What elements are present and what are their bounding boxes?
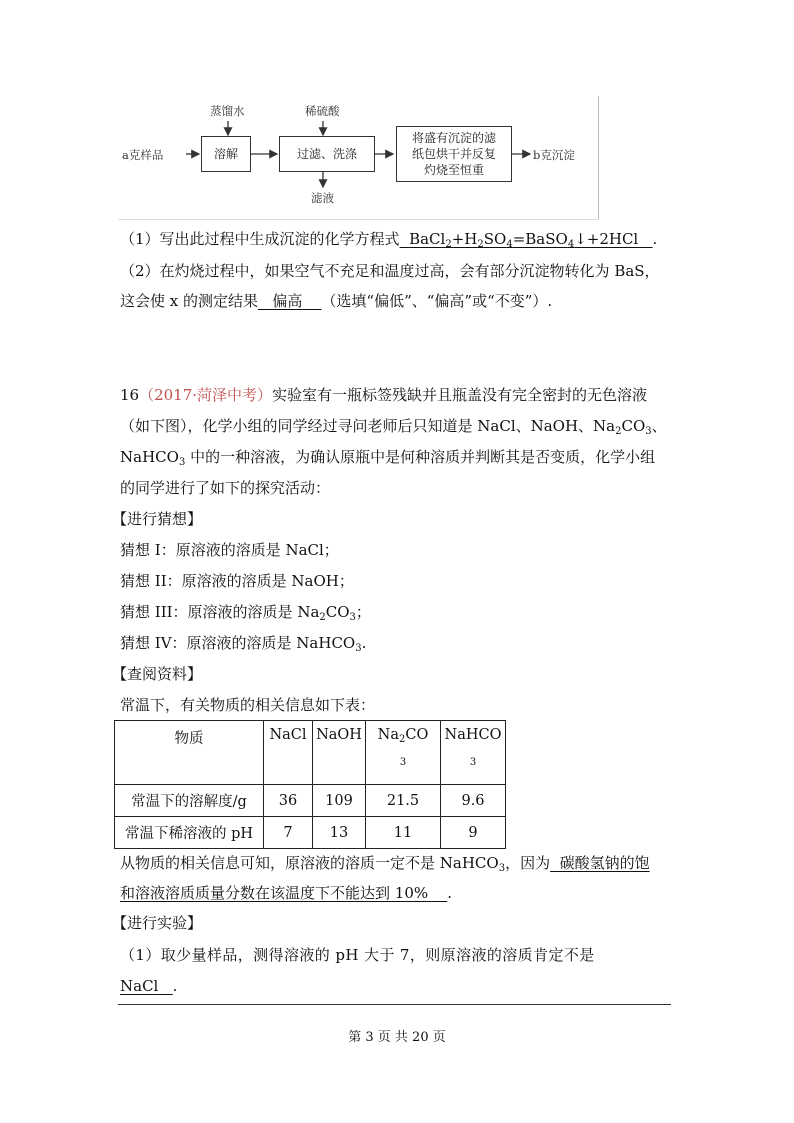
dry-burn-box <box>396 126 512 182</box>
q16-line-1: 16（2017·菏泽中考）实验室有一瓶标签残缺并且瓶盖没有完全密封的无色溶液 <box>120 386 648 404</box>
conclusion-line-1: 从物质的相关信息可知，原溶液的溶质一定不是 NaHCO$_3$，因为 碳酸氢钠的饱 <box>120 854 650 874</box>
table-cell: 109 <box>313 785 366 817</box>
q16-source: （2017·菏泽中考） <box>139 386 273 404</box>
table-header-cell: $Na_2CO$ 3 <box>366 721 441 785</box>
table-cell: 9 <box>441 817 506 849</box>
table-cell: 13 <box>313 817 366 849</box>
guess-4: 猜想 IV：原溶液的溶质是 NaHCO$_3$. <box>120 634 367 654</box>
q16-line-2: （如下图），化学小组的同学经过寻问老师后只知道是 NaCl、NaOH、$Na_2CO_3$、 <box>120 417 667 437</box>
properties-table <box>114 720 506 849</box>
experiment-1-answer: NaCl <box>120 977 159 995</box>
q2-answer: 偏高 <box>272 292 303 310</box>
distilled-water-label: 蒸馏水 <box>210 104 245 118</box>
dry-burn-line-1: 将盛有沉淀的滤 <box>411 131 496 145</box>
q16-line-3: NaHCO$_3$ 中的一种溶液，为确认原瓶中是何种溶质并判断其是否变质，化学小组 <box>120 448 656 468</box>
table-header-cell: NaOH <box>313 721 366 785</box>
table-header-cell: NaCl <box>264 721 313 785</box>
q1-line <box>120 228 657 250</box>
q1-suffix: . <box>652 230 658 248</box>
experiment-1-line-2: NaCl . <box>120 977 178 995</box>
q16-number: 16 <box>120 386 140 404</box>
q2-line-1: （2）在灼烧过程中，如果空气不充足和温度过高，会有部分沉淀物转化为 BaS， <box>120 262 660 280</box>
dissolve-label: 溶解 <box>213 147 238 161</box>
table-cell: 常温下稀溶液的 pH <box>115 817 264 849</box>
input-sample-label: a克样品 <box>122 148 164 162</box>
dry-burn-line-2: 纸包烘干并反复 <box>411 147 496 161</box>
guess-3: 猜想 III：原溶液的溶质是 $Na_2CO_3$； <box>120 603 371 623</box>
table-header-cell: NaHCO 3 <box>441 721 506 785</box>
table-cell: 11 <box>366 817 441 849</box>
dilute-acid-label: 稀硫酸 <box>305 104 340 118</box>
q2-suffix: （选填“偏低”、“偏高”或“不变”）. <box>321 292 553 310</box>
conclusion-answer-2: 和溶液溶质质量分数在该温度下不能达到 10% <box>120 884 429 902</box>
q1-answer: $BaCl_2+H_2SO_4=BaSO_4↓+2HCl$ <box>409 230 639 250</box>
table-intro: 常温下，有关物质的相关信息如下表： <box>120 696 376 714</box>
page-footer: 第 3 页 共 20 页 <box>348 1030 446 1045</box>
table-header-cell: 物质 <box>115 721 264 785</box>
output-precipitate-label: b克沉淀 <box>533 148 575 162</box>
table-cell: 9.6 <box>441 785 506 817</box>
filter-wash-box <box>279 136 375 172</box>
dry-burn-line-3: 灼烧至恒重 <box>423 163 484 177</box>
heading-guess: 【进行猜想】 <box>112 510 203 528</box>
conclusion-answer-1: 碳酸氢钠的饱 <box>559 854 650 872</box>
filter-wash-label: 过滤、洗涤 <box>296 147 357 161</box>
table-cell: 21.5 <box>366 785 441 817</box>
conclusion-line-2: 和溶液溶质质量分数在该温度下不能达到 10% . <box>120 884 452 902</box>
guess-1: 猜想 I：原溶液的溶质是 NaCl； <box>120 541 339 559</box>
filtrate-label: 滤液 <box>311 191 334 205</box>
q1-prompt: （1）写出此过程中生成沉淀的化学方程式 <box>120 230 400 248</box>
table-row <box>115 817 506 849</box>
table-row <box>115 785 506 817</box>
diagram-arrows <box>0 0 600 220</box>
table-cell: 常温下的溶解度/g <box>115 785 264 817</box>
q16-line-4: 的同学进行了如下的探究活动： <box>120 479 331 497</box>
q2-prompt: 这会使 x 的测定结果 <box>120 292 258 310</box>
table-cell: 7 <box>264 817 313 849</box>
table-header-row <box>115 721 506 785</box>
table-cell: 36 <box>264 785 313 817</box>
guess-2: 猜想 II：原溶液的溶质是 NaOH； <box>120 572 354 590</box>
dissolve-box <box>201 136 251 172</box>
heading-experiment: 【进行实验】 <box>112 914 203 932</box>
heading-reference: 【查阅资料】 <box>112 665 203 683</box>
experiment-1-line-1: （1）取少量样品，测得溶液的 pH 大于 7，则原溶液的溶质肯定不是 <box>120 946 595 964</box>
q2-line-2 <box>120 290 552 312</box>
footer-rule <box>118 1004 671 1005</box>
